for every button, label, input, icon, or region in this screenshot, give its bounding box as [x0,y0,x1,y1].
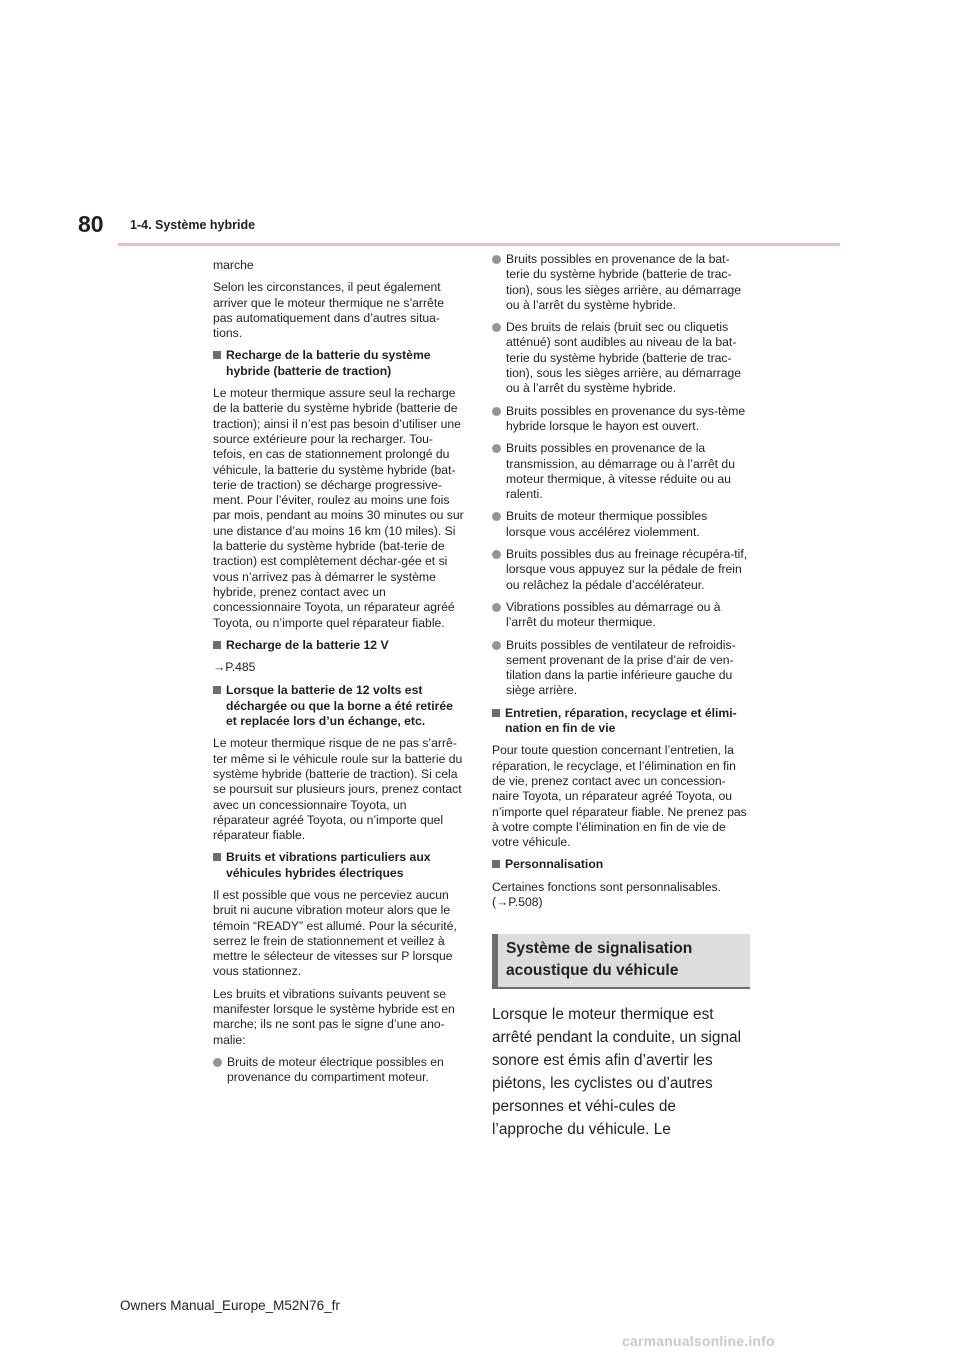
square-bullet-icon [492,709,500,717]
paragraph: Les bruits et vibrations suivants peuvent se manifester lorsque le système hybride est en marche; ils ne sont pas le signe d’une ano-malie: [213,986,455,1047]
square-bullet-icon [213,351,221,359]
list-item [492,404,750,435]
list-item [492,509,750,540]
subheading-text: Recharge de la batterie du système hybride (batterie de traction) [226,348,431,378]
list-item [492,320,750,396]
subheading [213,638,465,653]
square-bullet-icon [492,860,500,868]
section-box-title: Système de signalisation acoustique du véhicule [506,940,693,980]
circle-bullet-icon [492,444,501,453]
list-item-text: Vibrations possibles au démarrage ou à l’arrêt du moteur thermique. [506,599,721,630]
square-bullet-icon [213,686,221,694]
subheading [213,683,465,729]
list-item-text: Des bruits de relais (bruit sec ou cliquetis atténué) sont audibles au niveau de la bat-terie du système hybride (batterie de trac-tion), sous les sièges arrière, au démarrage ou à l’arrêt du système hybride. [506,320,742,396]
subheading-text: Personnalisation [505,857,604,872]
circle-bullet-icon [213,1058,222,1067]
list-item [213,1055,465,1086]
list-item [492,638,750,699]
paragraph: marche [213,258,254,272]
circle-bullet-icon [492,407,501,416]
section-title-box [492,934,750,989]
circle-bullet-icon [492,255,501,264]
list-item-text: Bruits de moteur électrique possibles en provenance du compartiment moteur. [227,1054,444,1085]
body-paragraph: Lorsque le moteur thermique est arrêté pendant la conduite, un signal sonore est émis afin d’avertir les piétons, les cyclistes ou d’autres personnes et véhi-cules de l’approche du véhicule. Le [492,1006,741,1139]
circle-bullet-icon [492,603,501,612]
subheading [492,706,750,737]
square-bullet-icon [213,853,221,861]
subheading-text: Lorsque la batterie de 12 volts est déchargée ou que la borne a été retirée et replacée lors d’un échange, etc. [226,683,453,729]
subheading-text: Recharge de la batterie 12 V [226,637,389,652]
subheading [492,857,750,872]
site-watermark[interactable]: carmanualsonline.info [622,1333,775,1349]
circle-bullet-icon [492,512,501,521]
left-column [213,258,465,1093]
section-title: 1-4. Système hybride [130,218,256,232]
paragraph: Il est possible que vous ne perceviez aucun bruit ni aucune vibration moteur alors que le témoin “READY” est allumé. Pour la sécurité, serrez le frein de stationnement et veillez à mettre le sélecteur de vitesses sur P lorsque vous stationnez. [213,887,457,979]
list-item-text: Bruits possibles de ventilateur de refroidis-sement provenant de la prise d’air de ven-tilation dans la partie inférieure gauche du siège arrière. [506,637,736,698]
list-item [492,252,750,313]
circle-bullet-icon [492,550,501,559]
header-rule [118,243,840,246]
paragraph: Pour toute question concernant l’entretien, la réparation, le recyclage, et l’élimination en fin de vie, prenez contact avec un concession-naire Toyota, un réparateur agréé Toyota, ou n’importe quel réparateur fiable. Ne prenez pas à votre compte l’élimination en fin de vie de votre véhicule. [492,743,747,850]
list-item-text: Bruits possibles en provenance de la bat-terie du système hybride (batterie de trac-tion), sous les sièges arrière, au démarrage ou à l’arrêt du système hybride. [506,252,742,312]
list-item [492,547,750,593]
page-reference: →P.485 [213,660,256,675]
list-item [492,600,750,631]
subheading [213,348,465,379]
list-item-text: Bruits possibles en provenance de la transmission, au démarrage ou à l’arrêt du moteur thermique, à vitesse réduite ou au ralenti. [506,441,735,502]
manual-footer: Owners Manual_Europe_M52N76_fr [120,1298,340,1313]
paragraph: Le moteur thermique risque de ne pas s’arrê-ter même si le véhicule roule sur la batterie du système hybride (batterie de traction). Si cela se poursuit sur plusieurs jours, prenez contact avec un concessionnaire Toyota, un réparateur agréé Toyota, ou n’importe quel réparateur fiable. [213,736,463,843]
list-item-text: Bruits possibles dus au freinage récupéra-tif, lorsque vous appuyez sur la pédale de frein ou relâchez la pédale d’accélérateur. [506,547,748,592]
subheading [213,850,465,881]
right-column [492,252,750,1141]
list-item-text: Bruits de moteur thermique possibles lorsque vous accélérez violemment. [506,509,708,539]
paragraph: Selon les circonstances, il peut également arriver que le moteur thermique ne s’arrête pas automatiquement dans d’autres situa-tions. [213,280,444,341]
circle-bullet-icon [492,641,501,650]
circle-bullet-icon [492,323,501,332]
paragraph: Le moteur thermique assure seul la recharge de la batterie du système hybride (batterie de traction); ainsi il n’est pas besoin d’utiliser une source extérieure pour la recharger. Tou-tefois, en cas de stationnement prolongé du véhicule, la batterie du système hybride (bat-terie de traction) se décharge progressive-ment. Pour l’éviter, roulez au moins une fois par mois, pendant au moins 30 minutes ou sur une distance d’au moins 16 km (10 miles). Si la batterie du système hybride (bat-terie de traction) est complètement déchar-gée et si vous n’arrivez pas à démarrer le système hybride, prenez contact avec un concessionnaire Toyota, un réparateur agréé Toyota, ou n’importe quel réparateur fiable. [213,386,464,630]
square-bullet-icon [213,641,221,649]
subheading-text: Entretien, réparation, recyclage et élimi-nation en fin de vie [505,705,737,736]
subheading-text: Bruits et vibrations particuliers aux véhicules hybrides électriques [226,850,431,880]
page-number: 80 [78,211,104,237]
list-item [492,441,750,502]
list-item-text: Bruits possibles en provenance du sys-tème hybride lorsque le hayon est ouvert. [506,403,746,433]
paragraph: Certaines fonctions sont personnalisables. (→P.508) [492,879,721,909]
